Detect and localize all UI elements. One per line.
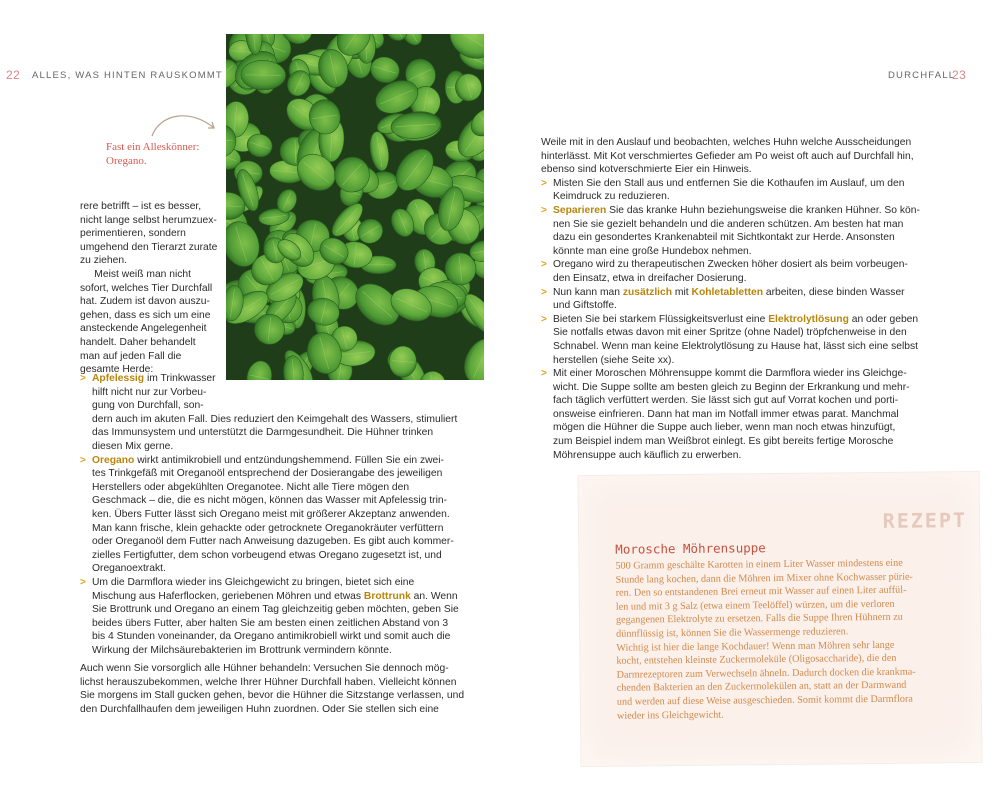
text-line: mögen die Hühner die Suppe auch lieber, wenn man noch etwas hinzufügt,: [553, 422, 896, 434]
text-line: handelt. Daher behandelt: [80, 336, 196, 348]
recipe-card: [578, 472, 981, 766]
text-fragment: arbeiten, diese binden Wasser: [763, 286, 905, 298]
right-column: [541, 136, 920, 462]
recipe-line: ren. Den so entstandenen Brei erneut mit Wasser auf einen Liter auffül-: [615, 584, 907, 599]
recipe-line: len und mit 3 g Salz (etwa einem Teelöffel) würzen, um die verloren: [615, 598, 895, 613]
text-line: umgehend den Tierarzt zurate: [80, 241, 218, 253]
left-page-number: 22: [6, 68, 21, 82]
text-line: könnte man eine große Hundebox nehmen.: [553, 245, 752, 257]
bullet-apfelessig: [80, 372, 458, 454]
bullet-ausmisten: [541, 177, 905, 204]
text-line: Meist weiß man nicht: [80, 268, 192, 280]
text-line: gesamte Herde:: [80, 364, 154, 376]
keyword-brottrunk: Brottrunk: [363, 590, 411, 602]
keyword-elektrolytloesung: Elektrolytlösung: [768, 313, 849, 325]
caption-line-2: Oregano.: [106, 155, 147, 167]
bullet-arrow-icon: >: [541, 368, 547, 380]
text-line: und Giftstoffe.: [553, 300, 617, 312]
left-narrow-block: [80, 200, 225, 377]
text-line: lichst herauszubekommen, welche Ihrer Hühner Durchfall haben. Vielleicht können: [80, 676, 457, 688]
caption-line-1: Fast ein Alleskönner:: [106, 141, 200, 153]
text-line: onsweise einfrieren. Dann hat man im Notfall immer etwas parat. Manchmal: [553, 408, 899, 420]
text-line: diesen Mix gerne.: [92, 440, 174, 452]
text-fragment: Nun kann man: [553, 286, 623, 298]
text-line: Sie notfalls etwas davon mit einer Spritze (ohne Nadel) tröpfchenweise in den: [553, 327, 907, 339]
text-line: hinterlässt. Mit Kot verschmiertes Gefieder am Po weist oft auch auf Durchfall hin,: [541, 150, 914, 162]
bullet-arrow-icon: >: [541, 204, 547, 216]
keyword-kohletabletten: Kohletabletten: [691, 286, 764, 298]
oregano-leaves-image: [226, 34, 484, 380]
text-line: Geschmack – die, die es nicht mögen, können das Wasser mit Apfelessig trin-: [92, 495, 448, 507]
text-line: nen Sie sie gezielt behandeln und die anderen schützen. Am besten hat man: [553, 218, 904, 230]
text-line: perimentieren, sondern: [80, 228, 186, 240]
text-line: Sie Brottrunk und Oregano an einem Tag gleichzeitig geben möchten, geben Sie: [92, 604, 459, 616]
recipe-line: Stunde lang kochen, dann die Möhren im Mixer ohne Kochwasser pürie-: [615, 571, 913, 586]
text-line: dern auch im akuten Fall. Dies reduziert den Keimgehalt des Wassers, stimuliert: [92, 413, 458, 425]
keyword-separieren: Separieren: [553, 204, 607, 216]
left-bullet-list: [80, 372, 459, 657]
recipe-title: Morosche Möhrensuppe: [615, 540, 766, 557]
recipe-line: chenden Bakterien an den Zuckermolekülen an, statt an der Darmwand: [616, 680, 907, 695]
text-line: Herstellers oder abgekühlten Oreganotee. Nicht alle Tiere mögen den: [92, 481, 410, 493]
text-line: zum Beispiel indem man Weißbrot einlegt. Es gibt bereits fertige Morosche: [553, 436, 894, 448]
text-line: man auf jeden Fall die: [80, 350, 182, 362]
text-fragment: mit: [672, 286, 692, 298]
text-fragment: wirkt antimikrobiell und entzündungshemmend. Füllen Sie ein zwei-: [134, 454, 444, 466]
text-line: bis 4 Stunden voneinander, da Oregano antimikrobiell wirkt und somit auch die: [92, 631, 451, 643]
text-line: nicht lange selbst herumzuex-: [80, 214, 217, 226]
bullet-arrow-icon: >: [541, 286, 547, 298]
text-fragment: Sie das kranke Huhn beziehungsweise die kranken Hühner. So kön-: [606, 204, 920, 216]
keyword-zusaetzlich: zusätzlich: [622, 286, 673, 298]
text-line: Schnabel. Wenn man keine Elektrolytlösung zu Hause hat, lässt sich eine selbst: [553, 340, 918, 352]
text-fragment: an oder geben: [848, 313, 919, 325]
text-line: rere betrifft – ist es besser,: [80, 201, 202, 212]
text-line: Auch wenn Sie vorsorglich alle Hühner behandeln: Versuchen Sie dennoch mög-: [80, 663, 449, 674]
recipe-body: [615, 556, 967, 723]
left-closing-paragraph: [80, 662, 465, 716]
text-line: fach täglich verfüttert werden. Sie lässt sich gut auf Vorrat kochen und porti-: [553, 395, 899, 407]
text-line: zu ziehen.: [80, 255, 127, 267]
keyword-apfelessig: Apfelessig: [92, 373, 145, 384]
bullet-separieren: [541, 204, 920, 258]
recipe-line: wieder ins Gleichgewicht.: [616, 709, 724, 722]
caption-arrow-icon: [150, 104, 220, 138]
left-running-title: ALLES, WAS HINTEN RAUSKOMMT: [32, 70, 223, 81]
text-line: hat. Zudem ist davon auszu-: [80, 296, 210, 308]
bullet-elektrolyt: [541, 313, 919, 367]
bullet-arrow-icon: >: [541, 259, 547, 271]
text-line: dazu ein gesondertes Krankenabteil mit Sichtkontakt zur Herde. Ansonsten: [553, 232, 895, 244]
text-line: Keimdruck zu reduzieren.: [553, 191, 670, 203]
bullet-darmflora: [80, 576, 459, 658]
text-line: ken. Übers Futter lässt sich Oregano meist mit größerer Akzeptanz anwenden.: [92, 508, 450, 520]
text-line: hilft nicht nur zur Vorbeu-: [92, 386, 207, 398]
text-line: gehen, dass es sich um eine: [80, 309, 211, 321]
text-fragment: Bieten Sie bei starkem Flüssigkeitsverlust eine: [553, 313, 769, 325]
bullet-moehrensuppe: [541, 367, 910, 462]
bullet-oregano-dosis: [541, 258, 908, 285]
bullet-arrow-icon: >: [80, 454, 86, 466]
bullet-oregano: [80, 454, 454, 576]
text-line: Sie morgens im Stall gucken gehen, bevor die Hühner die Sitzstange verlassen, und: [80, 690, 465, 702]
bullet-arrow-icon: >: [80, 576, 86, 588]
text-line: zielles Fertigfutter, dem schon vorbeugend etwas Oregano zugesetzt ist, und: [92, 549, 442, 561]
recipe-stamp: REZEPT: [882, 508, 968, 533]
recipe-line: dünnflüssig ist, können Sie die Wassermenge reduzieren.: [616, 626, 849, 640]
text-line: sofort, welches Tier Durchfall: [80, 282, 213, 294]
text-line: Weile mit in den Auslauf und beobachten, welches Huhn welche Ausscheidungen: [541, 137, 912, 148]
text-line: gung von Durchfall, son-: [92, 400, 204, 412]
recipe-line: kocht, entstehen kleinste Zuckermoleküle (Oligosaccharide), die den: [616, 652, 897, 667]
text-line: ebenso sind kotverschmierte Eier ein Hinweis.: [541, 164, 752, 176]
text-line: Mit einer Moroschen Möhrensuppe kommt die Darmflora wieder ins Gleichge-: [553, 368, 907, 380]
text-fragment: an. Wenn: [410, 590, 458, 602]
text-line: herstellen (siehe Seite xx).: [553, 354, 675, 366]
bullet-arrow-icon: >: [541, 177, 547, 189]
recipe-line: 500 Gramm geschälte Karotten in einem Liter Wasser mindestens eine: [615, 557, 903, 572]
text-fragment: Mischung aus Haferflocken, geriebenen Möhren und etwas: [92, 590, 364, 602]
bullet-arrow-icon: >: [80, 373, 86, 384]
text-line: Oregano wird zu therapeutischen Zwecken höher dosiert als beim vorbeugen-: [553, 259, 908, 271]
keyword-oregano: Oregano: [92, 454, 135, 466]
text-line: Wirkung der Milchsäurebakterien im Brottrunk vermindern könnte.: [92, 644, 392, 656]
text-line: oder Oreganoöl dem Futter nach Anweisung dazugeben. Es gibt auch kommer-: [92, 536, 454, 548]
text-line: wicht. Die Suppe sollte am besten gleich zu Beginn der Erkrankung und mehr-: [553, 381, 910, 393]
recipe-line: Wichtig ist hier die lange Kochdauer! Wenn man Möhren sehr lange: [616, 639, 895, 654]
right-page-number: 23: [952, 68, 967, 82]
text-line: Oreganoextrakt.: [92, 563, 166, 575]
photo-caption: [106, 140, 200, 168]
text-line: das Immunsystem und unterstützt die Darmgesundheit. Die Hühner trinken: [92, 427, 434, 439]
recipe-line: Darmrezeptoren zum Verwechseln ähneln. Dadurch docken die krankma-: [616, 666, 916, 681]
text-line: Möhrensuppe auch käuflich zu erwerben.: [553, 449, 742, 461]
recipe-line: gegangenen Elektrolyte zu ersetzen. Falls die Suppe Ihren Hühnern zu: [615, 612, 903, 627]
text-line: Man kann frische, klein gehackte oder getrocknete Oreganokräuter verfüttern: [92, 522, 444, 534]
bullet-kohletabletten: [541, 286, 905, 313]
text-line: beides übers Futter, aber halten Sie am besten einen zeitlichen Abstand von 3: [92, 617, 449, 629]
bullet-arrow-icon: >: [541, 313, 547, 325]
text-line: Misten Sie den Stall aus und entfernen Sie die Kothaufen im Auslauf, um den: [553, 177, 905, 189]
recipe-line: und werden auf diese Weise ausgeschieden. Somit kommt die Darmflora: [616, 693, 913, 708]
leaf-vein: [295, 140, 296, 163]
text-fragment: im Trinkwasser: [144, 373, 216, 384]
text-line: den Durchfallhaufen dem jeweiligen Huhn zuordnen. Oder Sie stellen sich eine: [80, 703, 439, 715]
text-line: Um die Darmflora wieder ins Gleichgewicht zu bringen, bietet sich eine: [92, 576, 415, 588]
text-line: den Einsatz, etwa in dreifacher Dosierung.: [553, 272, 747, 284]
text-line: tes Trinkgefäß mit Oreganoöl entsprechend der Dosierangabe des jeweiligen: [92, 468, 443, 480]
oregano-photo: [226, 34, 484, 380]
text-line: ansteckende Angelegenheit: [80, 323, 207, 335]
right-running-title: DURCHFALL: [888, 70, 956, 81]
